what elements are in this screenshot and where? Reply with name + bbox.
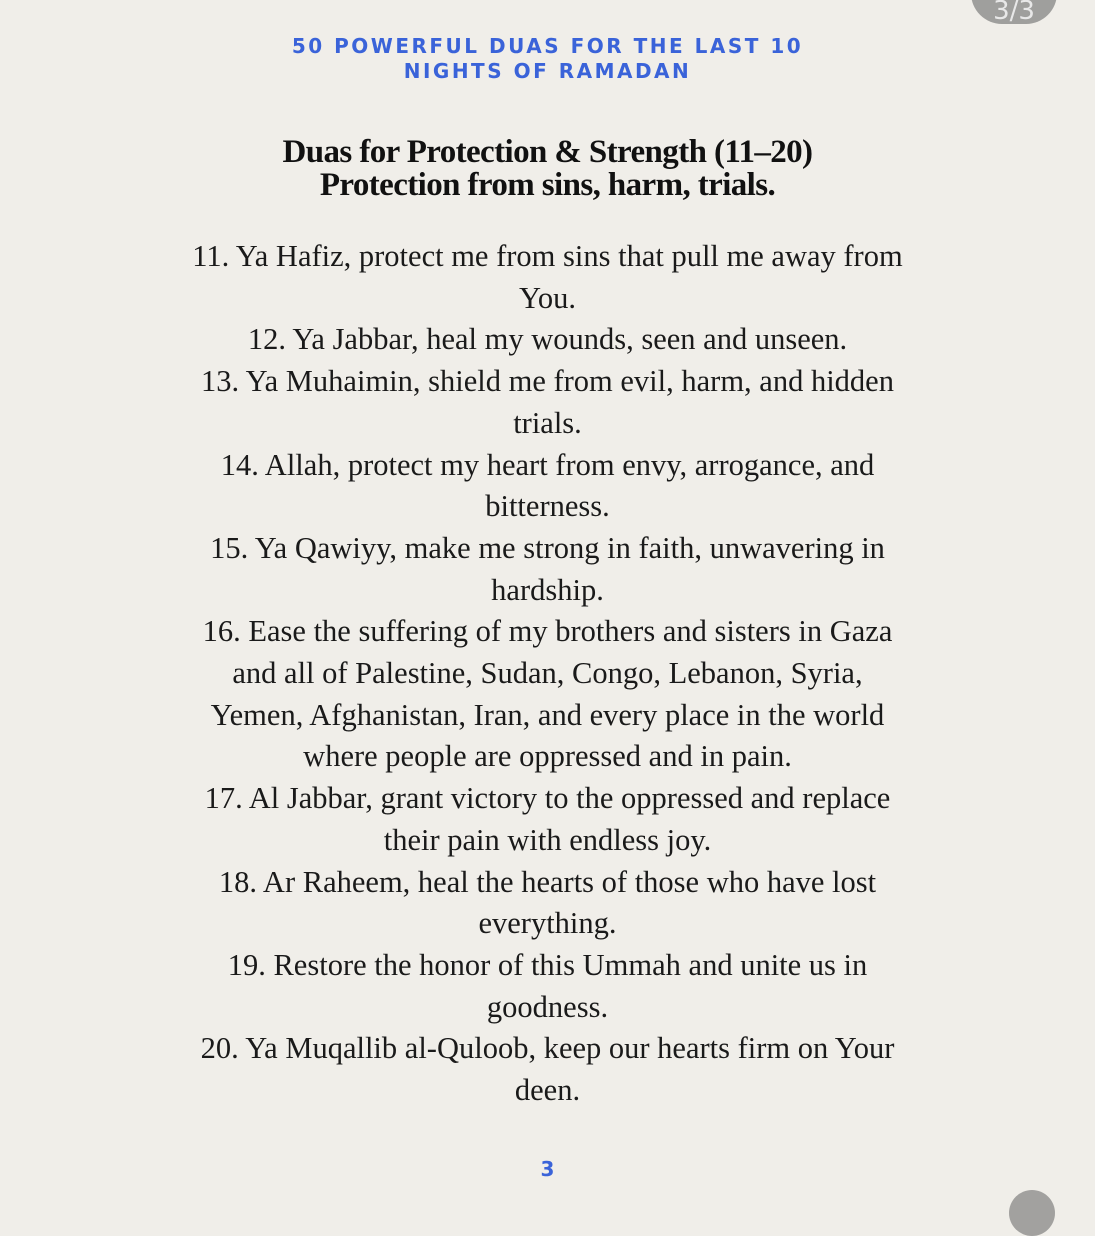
section-heading bbox=[0, 136, 1095, 202]
corner-scroll-button[interactable] bbox=[1009, 1190, 1055, 1236]
dua-text-line: 14. Allah, protect my heart from envy, arrogance, and bbox=[220, 447, 875, 482]
dua-text-line: 11. Ya Hafiz, protect me from sins that pull me away from bbox=[192, 239, 903, 273]
dua-text-line: hardship. bbox=[491, 572, 604, 607]
dua-item bbox=[0, 945, 1095, 1028]
document-header bbox=[0, 34, 1095, 84]
dua-item bbox=[0, 236, 1095, 319]
dua-text-line: 16. Ease the suffering of my brothers and sisters in Gaza bbox=[202, 614, 893, 649]
page-counter-badge bbox=[971, 0, 1057, 24]
dua-text-line: and all of Palestine, Sudan, Congo, Lebanon, Syria, bbox=[232, 656, 863, 691]
dua-text-line: Yemen, Afghanistan, Iran, and every place in the world bbox=[210, 697, 885, 732]
dua-item bbox=[0, 361, 1095, 444]
dua-text-line: trials. bbox=[513, 405, 582, 440]
dua-list bbox=[0, 236, 1095, 1112]
dua-text-line: bitterness. bbox=[485, 489, 610, 524]
section-title: Duas for Protection & Strength (11–20) bbox=[282, 134, 813, 170]
dua-text-line: 12. Ya Jabbar, heal my wounds, seen and unseen. bbox=[247, 322, 848, 357]
dua-text-line: 13. Ya Muhaimin, shield me from evil, harm, and hidden bbox=[201, 364, 894, 399]
dua-item bbox=[0, 778, 1095, 861]
dua-item bbox=[0, 319, 1095, 361]
header-title-line-2: NIGHTS OF RAMADAN bbox=[403, 59, 692, 83]
dua-text-line: where people are oppressed and in pain. bbox=[303, 739, 792, 774]
dua-item bbox=[0, 445, 1095, 528]
dua-text-line: 15. Ya Qawiyy, make me strong in faith, unwavering in bbox=[210, 530, 885, 565]
dua-text-line: 19. Restore the honor of this Ummah and unite us in bbox=[227, 947, 868, 982]
dua-text-line: 20. Ya Muqallib al-Quloob, keep our hearts firm on Your bbox=[200, 1031, 895, 1066]
dua-item bbox=[0, 611, 1095, 778]
dua-text-line: goodness. bbox=[486, 989, 609, 1024]
dua-item bbox=[0, 862, 1095, 945]
page-counter-text: 3/3 bbox=[993, 0, 1035, 24]
dua-text-line: You. bbox=[518, 280, 577, 315]
dua-item bbox=[0, 528, 1095, 611]
dua-text-line: 17. Al Jabbar, grant victory to the oppressed and replace bbox=[204, 781, 891, 816]
dua-text-line: everything. bbox=[478, 906, 617, 941]
dua-item bbox=[0, 1028, 1095, 1111]
page-number: 3 bbox=[540, 1157, 555, 1181]
dua-text-line: 18. Ar Raheem, heal the hearts of those who have lost bbox=[218, 864, 877, 899]
header-title-line-1: 50 POWERFUL DUAS FOR THE LAST 10 bbox=[291, 34, 804, 58]
dua-text-line: their pain with endless joy. bbox=[383, 822, 712, 857]
dua-text-line: deen. bbox=[514, 1073, 581, 1108]
section-subtitle: Protection from sins, harm, trials. bbox=[319, 167, 776, 203]
